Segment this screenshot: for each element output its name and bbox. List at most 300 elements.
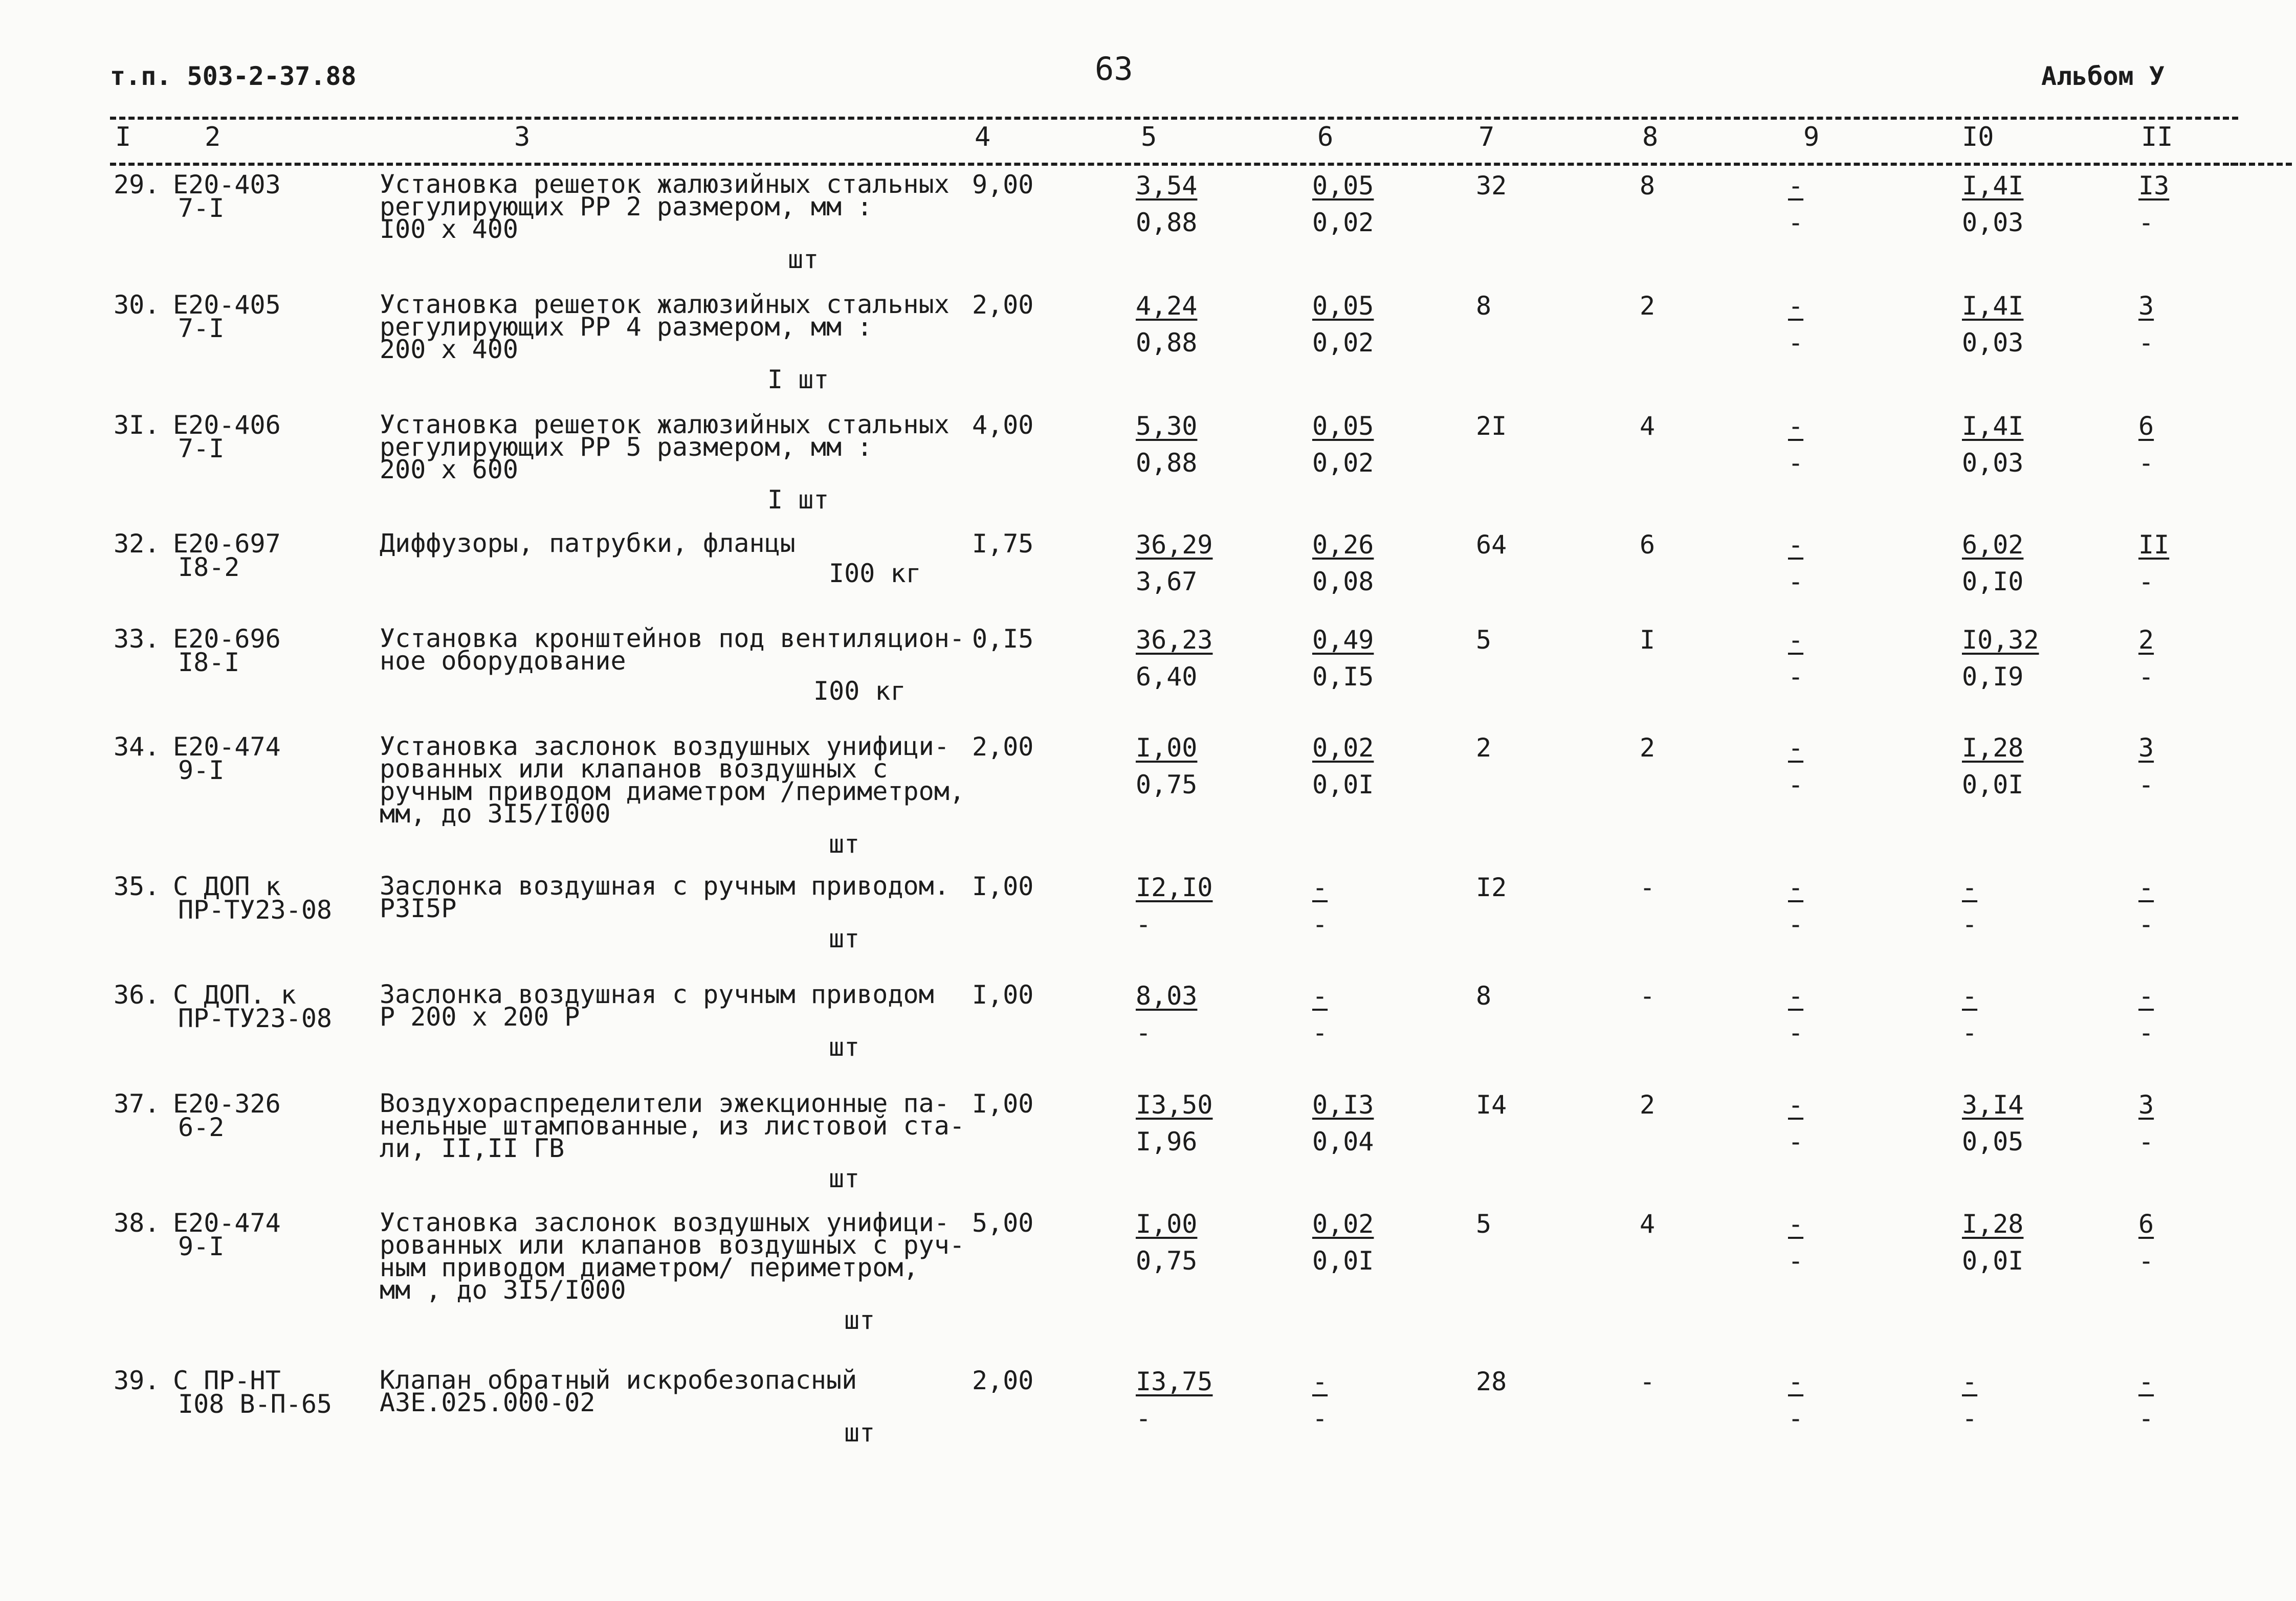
description-line: Установка заслонок воздушных унифици- [380, 1208, 950, 1237]
labor-per-unit-top: I,28 [1962, 1209, 2024, 1239]
description-line: Диффузоры, патрубки, фланцы [380, 528, 796, 558]
labor-total [2138, 875, 2154, 937]
row-number: 39. [114, 1366, 160, 1395]
norm-code [173, 1089, 281, 1142]
labor-per-unit [1962, 983, 1977, 1046]
labor-per-unit-bottom: 0,I9 [1962, 662, 2024, 692]
quantity: I,00 [972, 872, 1034, 901]
unit-cost [1136, 875, 1213, 937]
description-line: рованных или клапанов воздушных с руч- [380, 1230, 965, 1260]
machine-cost-top: - [1788, 981, 1804, 1011]
unit-cost-top: I3,50 [1136, 1090, 1213, 1120]
labor-per-unit-top: - [1962, 981, 1978, 1011]
column-number-5: 5 [1141, 122, 1157, 152]
total-wages: 6 [1640, 530, 1655, 560]
labor-total [2138, 173, 2169, 235]
machine-cost-bottom: - [1788, 1246, 1804, 1276]
total-wages: 2 [1640, 291, 1655, 321]
work-description [380, 290, 950, 364]
total-wages: - [1640, 873, 1655, 902]
unit-cost-top: I2,I0 [1136, 873, 1213, 902]
operation-cost-top: 0,05 [1312, 411, 1374, 441]
operation-cost-bottom: 0,02 [1312, 448, 1374, 478]
labor-total-top: - [2138, 981, 2154, 1011]
row-number: 36. [114, 980, 160, 1010]
description-line: Воздухораспределители эжекционные па- [380, 1088, 950, 1118]
unit-cost [1136, 291, 1198, 358]
labor-total-bottom: - [2138, 328, 2154, 358]
measure-unit: шт [829, 829, 860, 859]
work-description [380, 169, 950, 244]
machine-cost-bottom: - [1788, 662, 1804, 692]
machine-cost-bottom: - [1788, 567, 1804, 596]
work-description [380, 731, 965, 829]
labor-total [2138, 532, 2169, 594]
labor-total-top: 2 [2138, 625, 2154, 655]
measure-unit: шт [829, 1164, 860, 1193]
machine-cost-top: - [1788, 1209, 1804, 1239]
unit-cost-bottom: 0,88 [1136, 328, 1198, 358]
labor-per-unit [1962, 1369, 1977, 1431]
machine-cost [1788, 1369, 1803, 1431]
column-number-9: 9 [1803, 122, 1820, 152]
labor-per-unit-bottom: 0,03 [1962, 448, 2024, 478]
row-number: 38. [114, 1208, 160, 1238]
labor-total-bottom: - [2138, 1246, 2154, 1276]
operation-cost [1312, 735, 1374, 797]
description-line: Установка решеток жалюзийных стальных [380, 169, 950, 199]
norm-code-line: 6-2 [178, 1113, 225, 1142]
norm-code [173, 872, 333, 925]
work-description [380, 871, 950, 923]
norm-code-line: С ДОП к [173, 872, 281, 901]
machine-cost-top: - [1788, 1090, 1804, 1120]
unit-cost [1136, 1211, 1197, 1274]
machine-cost [1788, 413, 1803, 476]
description-line: рованных или клапанов воздушных с [380, 754, 888, 784]
operation-cost-bottom: 0,04 [1312, 1127, 1374, 1157]
row-number: 32. [114, 529, 160, 559]
machine-cost-top: - [1788, 733, 1804, 763]
description-line: 200 x 400 [380, 335, 518, 364]
unit-cost-top: I3,75 [1136, 1367, 1213, 1396]
description-line: Установка решеток жалюзийных стальных [380, 410, 950, 439]
labor-per-unit-bottom: - [1962, 909, 1978, 939]
operation-cost [1312, 173, 1374, 235]
norm-code-line: 7-I [178, 434, 225, 463]
measure-unit: I00 кг [813, 676, 906, 706]
labor-per-unit [1962, 173, 2023, 235]
norm-code-line: E20-326 [173, 1089, 281, 1119]
machine-cost-bottom: - [1788, 328, 1804, 358]
operation-cost-top: 0,05 [1312, 291, 1374, 321]
total-cost: 64 [1476, 530, 1507, 560]
unit-cost [1136, 173, 1197, 235]
unit-cost-top: 5,30 [1136, 411, 1198, 441]
labor-per-unit-bottom: 0,03 [1962, 208, 2024, 237]
column-number-7: 7 [1478, 122, 1495, 152]
operation-cost-top: 0,I3 [1312, 1090, 1374, 1120]
operation-cost [1312, 532, 1374, 594]
operation-cost-bottom: 0,I5 [1312, 662, 1374, 692]
unit-cost-top: 36,23 [1136, 625, 1213, 655]
operation-cost-bottom: 0,02 [1312, 208, 1374, 237]
operation-cost [1312, 1369, 1328, 1431]
unit-cost [1136, 627, 1213, 690]
header-rule-bottom [110, 163, 2238, 166]
norm-code-line: E20-474 [173, 1208, 281, 1238]
labor-per-unit [1962, 291, 2024, 358]
norm-code [173, 732, 281, 785]
description-line: Установка решеток жалюзийных стальных [380, 290, 950, 319]
norm-code [173, 170, 281, 223]
labor-total [2138, 735, 2154, 797]
operation-cost-bottom: 0,08 [1312, 567, 1374, 596]
norm-code-line: I8-2 [178, 552, 240, 582]
description-line: регулирующих РР 5 размером, мм : [380, 432, 873, 462]
norm-code-line: I8-I [178, 648, 240, 677]
quantity: 9,00 [972, 170, 1034, 199]
machine-cost [1788, 1211, 1803, 1274]
description-line: ное оборудование [380, 646, 626, 676]
operation-cost [1312, 983, 1328, 1046]
operation-cost-bottom: - [1312, 909, 1328, 939]
description-line: Установка кронштейнов под вентиляцион- [380, 624, 965, 653]
row-number: 29. [114, 170, 160, 199]
total-cost: 2I [1476, 411, 1507, 441]
norm-code-line: ПР-ТУ23-08 [178, 1004, 333, 1033]
header-rule-top [110, 117, 2238, 120]
total-wages: 2 [1640, 733, 1655, 763]
labor-total-bottom: - [2138, 1404, 2154, 1433]
labor-per-unit [1962, 875, 1977, 937]
unit-cost-bottom: 0,88 [1136, 448, 1198, 478]
total-wages: 2 [1640, 1090, 1655, 1120]
unit-cost-bottom: - [1136, 1404, 1152, 1433]
machine-cost [1788, 983, 1803, 1046]
unit-cost-bottom: 3,67 [1136, 567, 1198, 596]
operation-cost [1312, 875, 1328, 937]
unit-cost [1136, 413, 1197, 476]
labor-total-top: 3 [2138, 291, 2154, 321]
row-number: 37. [114, 1089, 160, 1119]
total-wages: 8 [1640, 171, 1655, 201]
labor-per-unit-top: 3,I4 [1962, 1090, 2024, 1120]
labor-total-top: 3 [2138, 1090, 2154, 1120]
unit-cost-top: 36,29 [1136, 530, 1213, 560]
operation-cost [1312, 627, 1374, 690]
machine-cost-bottom: - [1788, 909, 1804, 939]
operation-cost-bottom: 0,0I [1312, 770, 1374, 799]
labor-per-unit-bottom: - [1962, 1404, 1978, 1433]
operation-cost [1312, 1211, 1374, 1274]
labor-total-bottom: - [2138, 1018, 2154, 1048]
labor-total-top: - [2138, 1367, 2154, 1396]
description-line: Клапан обратный искробезопасный [380, 1365, 857, 1395]
total-wages: I [1640, 625, 1655, 655]
operation-cost-bottom: - [1312, 1404, 1328, 1433]
labor-total [2138, 413, 2154, 476]
operation-cost-bottom: 0,02 [1312, 328, 1374, 358]
total-cost: 28 [1476, 1367, 1507, 1396]
machine-cost-top: - [1788, 625, 1804, 655]
operation-cost [1312, 1090, 1374, 1157]
machine-cost [1788, 532, 1803, 594]
machine-cost-top: - [1788, 530, 1804, 560]
measure-unit: шт [788, 244, 819, 274]
labor-total-top: 3 [2138, 733, 2154, 763]
labor-total-bottom: - [2138, 909, 2154, 939]
work-description [380, 1088, 965, 1163]
machine-cost-top: - [1788, 291, 1804, 321]
measure-unit: шт [844, 1305, 875, 1335]
total-cost: I2 [1476, 873, 1507, 902]
norm-code [173, 624, 281, 677]
norm-code-line: ПР-ТУ23-08 [178, 895, 333, 925]
album-label: Альбом У [2041, 61, 2165, 91]
labor-total [2138, 1090, 2154, 1157]
measure-unit: I шт [767, 365, 829, 394]
work-description [380, 1365, 857, 1417]
description-line: регулирующих РР 4 размером, мм : [380, 312, 873, 342]
unit-cost-bottom: 6,40 [1136, 662, 1198, 692]
column-number-11: II [2141, 122, 2173, 152]
unit-cost [1136, 735, 1197, 797]
page-number: 63 [1095, 50, 1133, 87]
row-number: 35. [114, 872, 160, 901]
row-number: 33. [114, 624, 160, 654]
operation-cost-top: 0,49 [1312, 625, 1374, 655]
description-line: мм , до 3I5/I000 [380, 1275, 626, 1305]
unit-cost-top: I,00 [1136, 733, 1198, 763]
description-line: 200 x 600 [380, 455, 518, 484]
labor-per-unit-top: - [1962, 1367, 1978, 1396]
measure-unit: шт [829, 1032, 860, 1062]
norm-code-line: 7-I [178, 193, 225, 223]
labor-per-unit [1962, 1090, 2024, 1157]
unit-cost-bottom: - [1136, 909, 1152, 939]
operation-cost-top: - [1312, 1367, 1328, 1396]
machine-cost-top: - [1788, 1367, 1804, 1396]
column-number-3: 3 [514, 122, 531, 152]
labor-per-unit-top: 6,02 [1962, 530, 2024, 560]
unit-cost [1136, 1090, 1213, 1157]
machine-cost [1788, 173, 1803, 235]
description-line: ным приводом диаметром/ периметром, [380, 1253, 919, 1282]
description-line: Установка заслонок воздушных унифици- [380, 731, 950, 761]
quantity: 2,00 [972, 1366, 1034, 1395]
unit-cost-bottom: 0,75 [1136, 770, 1198, 799]
description-line: мм, до 3I5/I000 [380, 799, 611, 829]
column-number-4: 4 [975, 122, 991, 152]
row-number: 30. [114, 290, 160, 320]
unit-cost-bottom: 0,88 [1136, 208, 1198, 237]
description-line: ручным приводом диаметром /периметром, [380, 776, 965, 806]
labor-total-top: I3 [2138, 171, 2170, 201]
machine-cost-top: - [1788, 411, 1804, 441]
operation-cost-top: - [1312, 873, 1328, 902]
machine-cost-bottom: - [1788, 1127, 1804, 1157]
labor-total [2138, 983, 2154, 1046]
work-description [380, 624, 965, 676]
norm-code [173, 529, 281, 582]
machine-cost [1788, 627, 1803, 690]
labor-total-bottom: - [2138, 448, 2154, 478]
operation-cost-bottom: 0,0I [1312, 1246, 1374, 1276]
labor-total-top: 6 [2138, 1209, 2154, 1239]
labor-total [2138, 1211, 2154, 1274]
description-line: регулирующих РР 2 размером, мм : [380, 192, 873, 221]
labor-total-top: - [2138, 873, 2154, 902]
operation-cost-top: - [1312, 981, 1328, 1011]
quantity: I,75 [972, 529, 1034, 559]
labor-per-unit [1962, 735, 2023, 797]
measure-unit: шт [844, 1418, 875, 1448]
total-cost: I4 [1476, 1090, 1507, 1120]
work-description [380, 410, 950, 484]
labor-total [2138, 627, 2154, 690]
description-line: Заслонка воздушная с ручным приводом [380, 980, 934, 1009]
labor-total-bottom: - [2138, 770, 2154, 799]
quantity: 2,00 [972, 732, 1034, 762]
labor-per-unit-bottom: 0,0I [1962, 770, 2024, 799]
measure-unit: шт [829, 924, 860, 953]
unit-cost-bottom: - [1136, 1018, 1152, 1048]
labor-per-unit-bottom: 0,05 [1962, 1127, 2024, 1157]
labor-total-bottom: - [2138, 662, 2154, 692]
labor-total-top: 6 [2138, 411, 2154, 441]
total-cost: 8 [1476, 291, 1492, 321]
operation-cost-top: 0,26 [1312, 530, 1374, 560]
norm-code-line: E20-406 [173, 410, 281, 440]
labor-per-unit-top: I,4I [1962, 171, 2024, 201]
quantity: 0,I5 [972, 624, 1034, 654]
unit-cost-bottom: I,96 [1136, 1127, 1198, 1157]
norm-code-line: E20-696 [173, 624, 281, 654]
norm-code [173, 1366, 333, 1419]
description-line: ли, II,II ГВ [380, 1133, 565, 1163]
column-number-10: I0 [1962, 122, 1994, 152]
unit-cost-top: 8,03 [1136, 981, 1198, 1011]
description-line: АЗЕ.025.000-02 [380, 1388, 595, 1417]
column-number-6: 6 [1317, 122, 1334, 152]
total-cost: 5 [1476, 625, 1492, 655]
header-rule-tail [2231, 163, 2292, 166]
machine-cost-bottom: - [1788, 1018, 1804, 1048]
norm-code-line: E20-697 [173, 529, 281, 559]
machine-cost [1788, 291, 1804, 358]
machine-cost-bottom: - [1788, 448, 1804, 478]
machine-cost [1788, 875, 1803, 937]
labor-per-unit [1962, 413, 2023, 476]
quantity: 2,00 [972, 290, 1034, 320]
operation-cost-top: 0,02 [1312, 1209, 1374, 1239]
norm-code-line: С ДОП. к [173, 980, 296, 1010]
labor-per-unit-top: - [1962, 873, 1978, 902]
operation-cost-top: 0,05 [1312, 171, 1374, 201]
document-code: т.п. 503-2-37.88 [110, 61, 357, 91]
quantity: I,00 [972, 980, 1034, 1010]
quantity: 4,00 [972, 410, 1034, 440]
labor-total [2138, 291, 2154, 358]
norm-code [173, 1208, 281, 1261]
labor-per-unit-bottom: 0,0I [1962, 1246, 2024, 1276]
work-description [380, 980, 934, 1032]
operation-cost [1312, 413, 1374, 476]
labor-per-unit-top: I,4I [1962, 291, 2024, 321]
norm-code [173, 410, 281, 463]
labor-total-bottom: - [2138, 567, 2154, 596]
machine-cost-bottom: - [1788, 770, 1804, 799]
unit-cost-top: 3,54 [1136, 171, 1198, 201]
operation-cost-top: 0,02 [1312, 733, 1374, 763]
machine-cost-top: - [1788, 171, 1804, 201]
norm-code-line: 9-I [178, 755, 225, 785]
work-description [380, 1208, 965, 1305]
description-line: Заслонка воздушная с ручным приводом. [380, 871, 950, 901]
labor-per-unit [1962, 532, 2023, 594]
unit-cost-top: 4,24 [1136, 291, 1198, 321]
labor-per-unit-top: I,28 [1962, 733, 2024, 763]
labor-per-unit-bottom: - [1962, 1018, 1978, 1048]
machine-cost [1788, 1090, 1804, 1157]
unit-cost [1136, 532, 1213, 594]
total-wages: - [1640, 981, 1655, 1011]
labor-total [2138, 1369, 2154, 1431]
machine-cost-top: - [1788, 873, 1804, 902]
unit-cost [1136, 983, 1197, 1046]
row-number: 3I. [114, 410, 160, 440]
quantity: 5,00 [972, 1208, 1034, 1238]
total-cost: 32 [1476, 171, 1507, 201]
description-line: Р3I5Р [380, 894, 457, 923]
total-cost: 8 [1476, 981, 1492, 1011]
measure-unit: I00 кг [829, 559, 921, 588]
column-number-1: I [115, 122, 131, 152]
labor-per-unit [1962, 627, 2039, 690]
norm-code-line: I08 В-П-65 [178, 1389, 333, 1419]
unit-cost-top: I,00 [1136, 1209, 1198, 1239]
measure-unit: I шт [767, 485, 829, 515]
total-wages: - [1640, 1367, 1655, 1396]
norm-code-line: E20-474 [173, 732, 281, 762]
machine-cost-bottom: - [1788, 208, 1804, 237]
work-description [380, 528, 796, 558]
total-cost: 5 [1476, 1209, 1492, 1239]
column-number-8: 8 [1642, 122, 1659, 152]
labor-per-unit-top: I,4I [1962, 411, 2024, 441]
norm-code-line: С ПР-НТ [173, 1366, 281, 1395]
labor-total-bottom: - [2138, 1127, 2154, 1157]
description-line: нельные штампованные, из листовой ста- [380, 1111, 965, 1141]
quantity: I,00 [972, 1089, 1034, 1119]
unit-cost-bottom: 0,75 [1136, 1246, 1198, 1276]
labor-per-unit [1962, 1211, 2023, 1274]
norm-code [173, 290, 281, 343]
norm-code [173, 980, 333, 1033]
norm-code-line: E20-403 [173, 170, 281, 199]
labor-per-unit-bottom: 0,03 [1962, 328, 2024, 358]
operation-cost [1312, 291, 1374, 358]
total-wages: 4 [1640, 411, 1655, 441]
machine-cost-bottom: - [1788, 1404, 1804, 1433]
description-line: I00 x 400 [380, 214, 518, 244]
labor-per-unit-bottom: 0,I0 [1962, 567, 2024, 596]
total-cost: 2 [1476, 733, 1492, 763]
operation-cost-bottom: - [1312, 1018, 1328, 1048]
labor-total-top: II [2138, 530, 2170, 560]
column-number-2: 2 [205, 122, 221, 152]
